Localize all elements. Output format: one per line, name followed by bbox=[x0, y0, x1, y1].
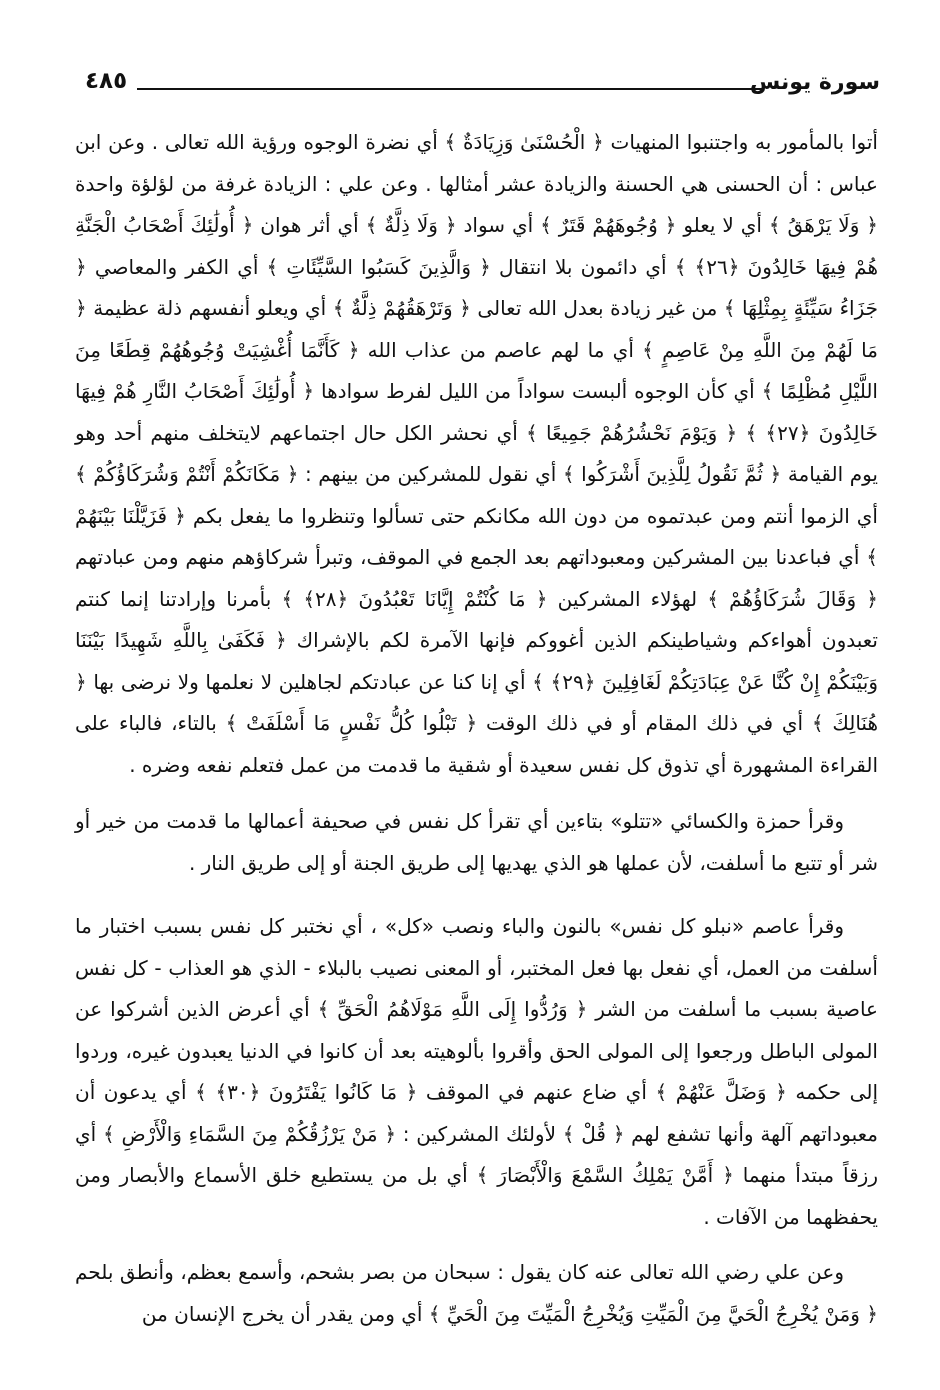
header-rule bbox=[137, 88, 764, 90]
surah-title: سورة يونس bbox=[749, 70, 880, 95]
paragraph-commentary-1: أتوا بالمأمور به واجتنبوا المنهيات ﴿ الْحُسْنَىٰ وَزِيَادَةٌ ﴾ أي نضرة الوجوه ورؤية الله تعالى . وعن ابن عباس : أن الحسنى هي الحسنة والزيادة عشر أمثالها . وعن علي : الزيادة غرفة من لؤلؤة واحدة ﴿ وَلَا يَرْهَقُ ﴾ أي لا يعلو ﴿ وُجُوهَهُمْ قَتَرٌ ﴾ أي سواد ﴿ وَلَا ذِلَّةٌ ﴾ أي أثر هوان ﴿ أُولَٰئِكَ أَصْحَابُ الْجَنَّةِ هُمْ فِيهَا خَالِدُونَ ﴿٢٦﴾ ﴾ أي دائمون بلا انتقال ﴿ وَالَّذِينَ كَسَبُوا السَّيِّئَاتِ ﴾ أي الكفر والمعاصي ﴿ جَزَاءُ سَيِّئَةٍ بِمِثْلِهَا ﴾ من غير زيادة بعدل الله تعالى ﴿ وَتَرْهَقُهُمْ ذِلَّةٌ ﴾ أي ويعلو أنفسهم ذلة عظيمة ﴿ مَا لَهُمْ مِنَ اللَّهِ مِنْ عَاصِمٍ ﴾ أي ما لهم عاصم من عذاب الله ﴿ كَأَنَّمَا أُغْشِيَتْ وُجُوهُهُمْ قِطَعًا مِنَ اللَّيْلِ مُظْلِمًا ﴾ أي كأن الوجوه ألبست سواداً من الليل لفرط سوادها ﴿ أُولَٰئِكَ أَصْحَابُ النَّارِ هُمْ فِيهَا خَالِدُونَ ﴿٢٧﴾ ﴾ ﴿ وَيَوْمَ نَحْشُرُهُمْ جَمِيعًا ﴾ أي نحشر الكل حال اجتماعهم لايتخلف منهم أحد وهو يوم القيامة ﴿ ثُمَّ نَقُولُ لِلَّذِينَ أَشْرَكُوا ﴾ أي نقول للمشركين من بينهم : ﴿ مَكَانَكُمْ أَنْتُمْ وَشُرَكَاؤُكُمْ ﴾ أي الزموا أنتم ومن عبدتموه من دون الله مكانكم حتى تسألوا وتنظروا ما يفعل بكم ﴿ فَزَيَّلْنَا بَيْنَهُمْ ﴾ أي فباعدنا بين المشركين ومعبوداتهم بعد الجمع في الموقف، وتبرأ شركاؤهم منهم ومن عبادتهم ﴿ وَقَالَ شُرَكَاؤُهُمْ ﴾ لهؤلاء المشركين ﴿ مَا كُنْتُمْ إِيَّانَا تَعْبُدُونَ ﴿٢٨﴾ ﴾ بأمرنا وإرادتنا إنما كنتم تعبدون أهواءكم وشياطينكم الذين أغووكم فإنها الآمرة لكم بالإشراك ﴿ فَكَفَىٰ بِاللَّهِ شَهِيدًا بَيْنَنَا وَبَيْنَكُمْ إِنْ كُنَّا عَنْ عِبَادَتِكُمْ لَغَافِلِينَ ﴿٢٩﴾ ﴾ أي إنا كنا عن عبادتكم لجاهلين لا نعلمها ولا نرضى بها ﴿ هُنَالِكَ ﴾ أي في ذلك المقام أو في ذلك الوقت ﴿ تَبْلُوا كُلُّ نَفْسٍ مَا أَسْلَفَتْ ﴾ بالتاء، فالباء على القراءة المشهورة أي تذوق كل نفس سعيدة أو شقية ما قدمت من عمل فتعلم نفعه وضره . bbox=[75, 130, 879, 777]
paragraph-commentary-2: وقرأ حمزة والكسائي «تتلو» بتاءين أي تقرأ كل نفس في صحيفة أعمالها ما قدمت من خير أو شر أو تتبع ما أسلفت، لأن عملها هو الذي يهديها إلى طريق الجنة أو إلى طريق النار . bbox=[75, 809, 878, 875]
running-header bbox=[85, 68, 880, 102]
paragraph-commentary-3: وقرأ عاصم «نبلو كل نفس» بالنون والباء ونصب «كل» ، أي نختبر كل نفس بسبب اختبار ما أسلفت من العمل، أي نفعل بها فعل المختبر، أو المعنى نصيب بالبلاء - الذي هو العذاب - كل نفس عاصية بسبب ما أسلفت من الشر ﴿ وَرُدُّوا إِلَى اللَّهِ مَوْلَاهُمُ الْحَقِّ ﴾ أي أعرض الذين أشركوا عن المولى الباطل ورجعوا إلى المولى الحق وأقروا بألوهيته بعد أن كانوا في الدنيا يعبدون غيره، وردوا إلى حكمه ﴿ وَضَلَّ عَنْهُمْ ﴾ أي ضاع عنهم في الموقف ﴿ مَا كَانُوا يَفْتَرُونَ ﴿٣٠﴾ ﴾ أي يدعون أن معبوداتهم آلهة وأنها تشفع لهم ﴿ قُلْ ﴾ لأولئك المشركين : ﴿ مَنْ يَرْزُقُكُمْ مِنَ السَّمَاءِ وَالْأَرْضِ ﴾ أي رزقاً مبتدأ منهما ﴿ أَمَّنْ يَمْلِكُ السَّمْعَ وَالْأَبْصَارَ ﴾ أي بل من يستطيع خلق الأسماع والأبصار ومن يحفظهما من الآفات . bbox=[75, 914, 878, 1229]
paragraph-commentary-4: وعن علي رضي الله تعالى عنه كان يقول : سبحان من بصر بشحم، وأسمع بعظم، وأنطق بلحم ﴿ وَمَنْ يُخْرِجُ الْحَيَّ مِنَ الْمَيِّتِ وَيُخْرِجُ الْمَيِّتَ مِنَ الْحَيِّ ﴾ أي ومن يقدر أن يخرج الإنسان من bbox=[75, 1260, 878, 1326]
page-number: ٤٨٥ bbox=[85, 68, 128, 94]
page-body bbox=[75, 122, 878, 1335]
